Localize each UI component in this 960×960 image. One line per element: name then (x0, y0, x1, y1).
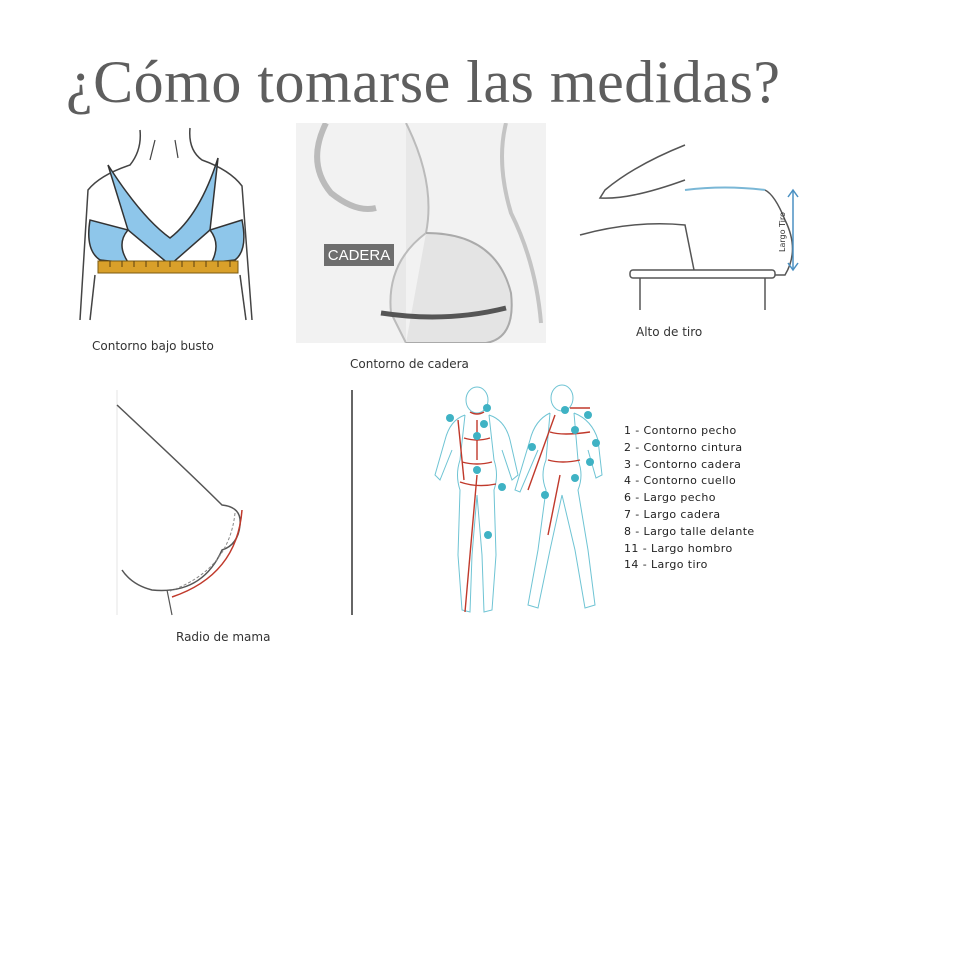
measurement-legend (624, 423, 755, 574)
hip-label: CADERA (327, 247, 391, 264)
legend-item: 6 - Largo pecho (624, 491, 716, 505)
underbust-illustration (70, 120, 270, 340)
legend-item: 14 - Largo tiro (624, 558, 708, 572)
underbust-caption: Contorno bajo busto (92, 339, 214, 353)
breast-caption: Radio de mama (176, 630, 271, 644)
legend-item: 4 - Contorno cuello (624, 474, 737, 488)
hip-caption: Contorno de cadera (350, 357, 469, 371)
legend-item: 1 - Contorno pecho (624, 424, 737, 437)
seated-rise-illustration (575, 140, 805, 320)
seated-axis-label: Largo Tiro (778, 212, 787, 252)
breast-radius-illustration (112, 385, 357, 620)
legend-item: 8 - Largo talle delante (624, 524, 755, 538)
seated-caption: Alto de tiro (636, 325, 703, 339)
legend-item: 3 - Contorno cadera (624, 457, 742, 471)
page-title: ¿Cómo tomarse las medidas? (66, 49, 781, 115)
body-measurement-figures (420, 380, 630, 635)
legend-item: 2 - Contorno cintura (624, 440, 743, 454)
legend-item: 11 - Largo hombro (624, 541, 733, 555)
legend-item: 7 - Largo cadera (624, 507, 721, 521)
hip-illustration (296, 123, 546, 343)
